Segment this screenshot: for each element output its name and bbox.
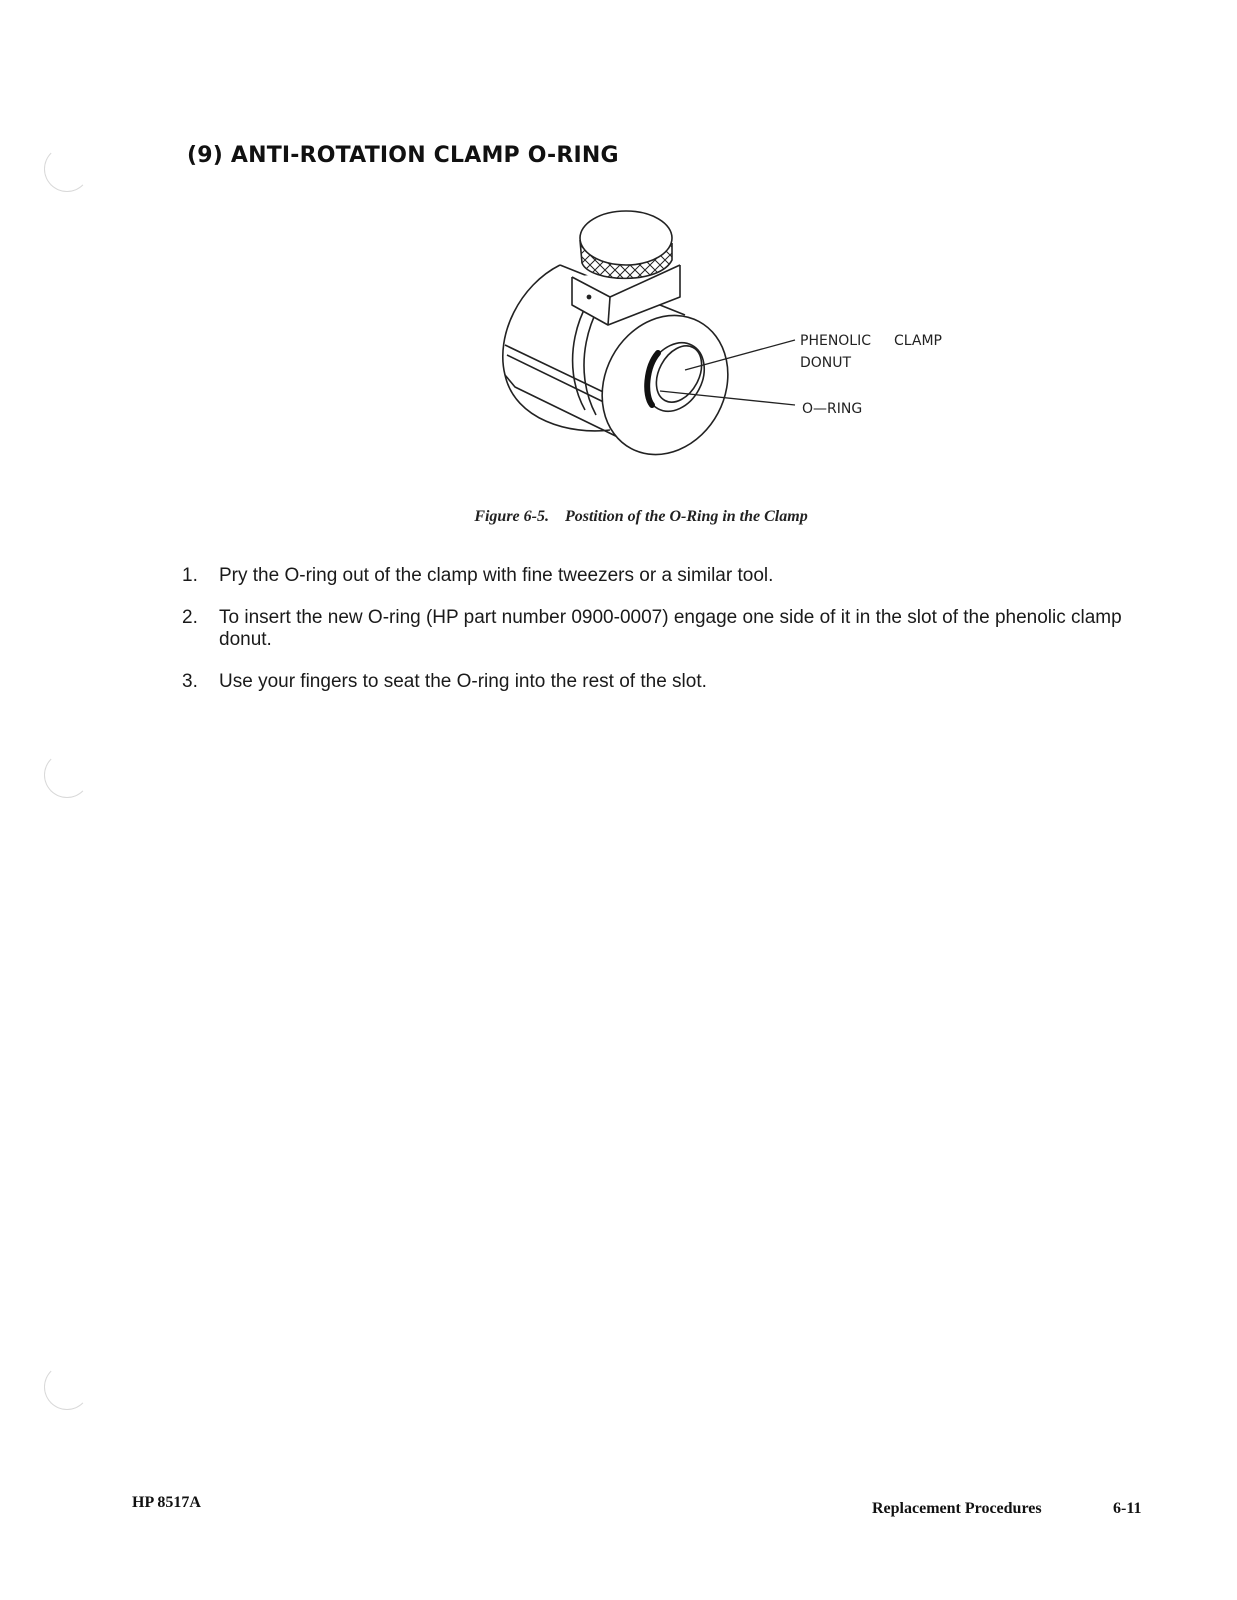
callout-donut: DONUT: [800, 355, 852, 371]
clamp-figure: [490, 205, 970, 467]
procedure-steps: [182, 565, 1122, 713]
section-title: (9) ANTI-ROTATION CLAMP O-RING: [187, 143, 619, 168]
callout-clamp: CLAMP: [894, 333, 942, 349]
callout-phenolic: PHENOLIC: [800, 333, 872, 349]
binder-punch-hole: [44, 146, 90, 192]
step-number: 2.: [182, 607, 198, 628]
procedure-step: [182, 607, 1122, 651]
binder-punch-hole: [44, 752, 90, 798]
binder-punch-hole: [44, 1364, 90, 1410]
step-text: To insert the new O-ring (HP part number 0900-0007) engage one side of it in the slot of the phenolic clamp donut.: [219, 607, 1122, 650]
footer-model: HP 8517A: [132, 1494, 201, 1511]
step-number: 3.: [182, 671, 198, 692]
footer-page-number: 6-11: [1113, 1500, 1142, 1517]
figure-caption-text: Postition of the O-Ring in the Clamp: [564, 508, 808, 525]
figure-caption-label: Figure 6-5.: [474, 508, 549, 525]
procedure-step: [182, 671, 1122, 693]
callout-oring: O—RING: [802, 401, 863, 417]
step-text: Use your fingers to seat the O-ring into the rest of the slot.: [219, 671, 707, 692]
procedure-step: [182, 565, 1122, 587]
step-number: 1.: [182, 565, 198, 586]
figure-caption: [0, 508, 1237, 526]
step-text: Pry the O-ring out of the clamp with fine tweezers or a similar tool.: [219, 565, 774, 586]
footer-section-name: Replacement Procedures: [872, 1500, 1042, 1517]
